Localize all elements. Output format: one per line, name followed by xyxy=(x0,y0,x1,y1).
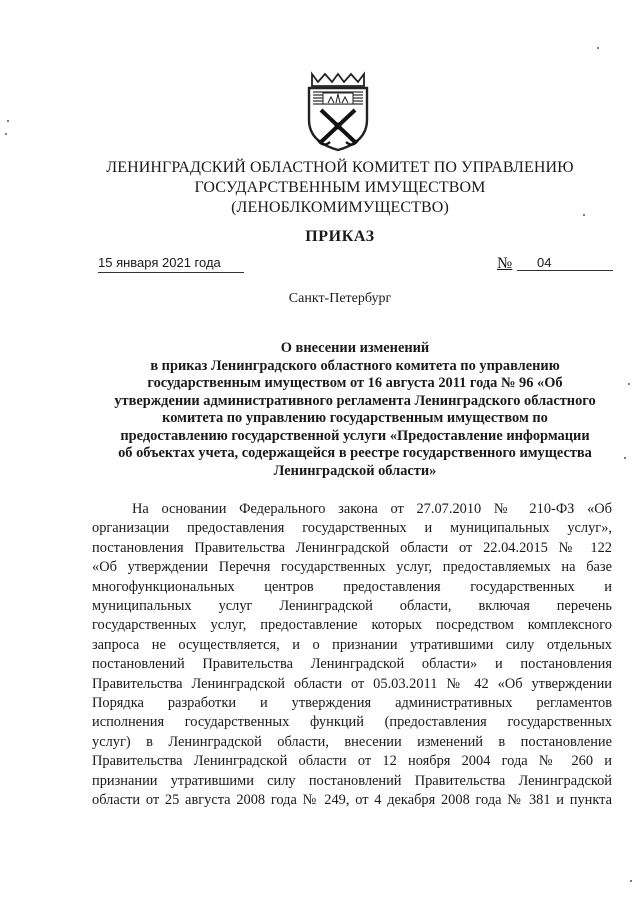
body-line: Правительства Ленинградской области от 12 ноября 2004 года № 260 и xyxy=(92,753,612,770)
body-line: муниципальных услуг Ленинградской области, включая перечень xyxy=(92,598,612,615)
scan-speck xyxy=(597,47,599,49)
scan-speck xyxy=(630,880,632,882)
subject-line: в приказ Ленинградского областного комитета по управлению xyxy=(150,357,560,374)
scan-speck xyxy=(583,214,585,216)
order-number-field: 04 xyxy=(517,255,613,271)
order-number-block xyxy=(497,255,615,273)
org-line: (ЛЕНОБЛКОМИМУЩЕСТВО) xyxy=(231,199,449,216)
subject-line: комитета по управлению государственным имуществом по xyxy=(162,410,548,426)
body-line: исполнения государственных функций (предоставления государственных xyxy=(92,714,612,731)
scan-speck xyxy=(628,383,630,385)
body-line: постановлений Правительства Ленинградской области» и постановления xyxy=(92,656,612,673)
body-line: постановления Правительства Ленинградской области от 22.04.2015 № 122 xyxy=(92,539,612,556)
subject-line: государственным имуществом от 16 августа 2011 года № 96 «Об xyxy=(147,375,563,391)
body-line: организации предоставления государственных и муниципальных услуг», xyxy=(92,520,612,537)
number-sign: № xyxy=(497,255,513,272)
scan-speck xyxy=(5,133,7,135)
coat-of-arms-emblem xyxy=(303,70,373,152)
subject-line: об объектах учета, содержащейся в реестре государственного имущества xyxy=(118,445,592,461)
body-line: Порядка разработки и утверждения административных регламентов xyxy=(92,695,612,712)
org-line: ЛЕНИНГРАДСКИЙ ОБЛАСТНОЙ КОМИТЕТ ПО УПРАВЛЕНИЮ xyxy=(106,159,574,176)
body-line: «Об утверждении Перечня государственных услуг, предоставляемых на базе xyxy=(92,559,612,576)
subject-line: утверждении административного регламента Ленинградского областного xyxy=(114,392,596,409)
scan-speck xyxy=(624,457,626,459)
body-line: государственных услуг, предоставление которых посредством комплексного xyxy=(92,617,612,634)
subject-line: предоставлению государственной услуги «Предоставление информации xyxy=(120,427,590,444)
body-paragraph xyxy=(92,500,612,811)
body-line: На основании Федерального закона от 27.07.2010 № 210-ФЗ «Об xyxy=(132,501,612,517)
body-line: области от 25 августа 2008 года № 249, от 4 декабря 2008 года № 381 и пункта xyxy=(92,792,612,809)
order-subject xyxy=(90,340,620,480)
city-name: Санкт-Петербург xyxy=(288,291,392,306)
subject-line: О внесении изменений xyxy=(280,340,430,356)
subject-line: Ленинградской области» xyxy=(273,462,437,479)
body-line: услуг) в Ленинградской области, внесении изменений в постановление xyxy=(92,733,612,750)
order-date-field: 15 января 2021 года xyxy=(98,255,244,273)
body-line: многофункциональных центров предоставления государственных и xyxy=(92,578,612,595)
org-line: ГОСУДАРСТВЕННЫМ ИМУЩЕСТВОМ xyxy=(194,179,486,196)
organization-name xyxy=(60,158,620,218)
scan-speck xyxy=(7,120,9,122)
body-line: запроса не осуществляется, и о признании утратившими силу отдельных xyxy=(92,636,612,653)
order-title: ПРИКАЗ xyxy=(305,228,375,245)
body-line: признании утратившими силу постановлений Правительства Ленинградской xyxy=(92,772,612,789)
body-line: Правительства Ленинградской области от 05.03.2011 № 42 «Об утверждении xyxy=(92,675,612,692)
